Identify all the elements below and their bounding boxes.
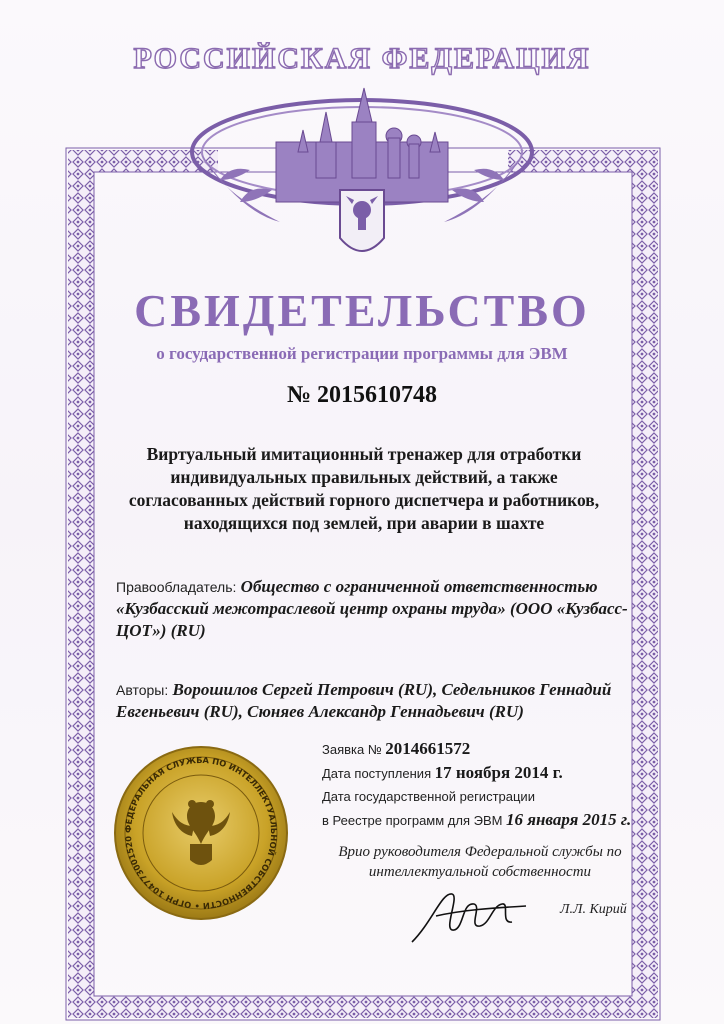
signatory-position: Врио руководителя Федеральной службы по интеллектуальной собственности bbox=[338, 844, 622, 880]
signatory-name: Л.Л. Кирий bbox=[560, 902, 627, 917]
country-title: РОССИЙСКАЯ ФЕДЕРАЦИЯ bbox=[133, 42, 591, 75]
application-label: Заявка № bbox=[322, 742, 382, 757]
registration-date: 16 января 2015 г. bbox=[505, 810, 632, 829]
document-title: СВИДЕТЕЛЬСТВО bbox=[134, 285, 590, 336]
handwritten-signature bbox=[402, 882, 532, 952]
seal-text: ФЕДЕРАЛЬНАЯ СЛУЖБА ПО ИНТЕЛЛЕКТУАЛЬНОЙ СОБСТВЕННОСТИ • ОГРН 104773001520 bbox=[122, 754, 280, 912]
reg-label-line1: Дата государственной регистрации bbox=[322, 789, 535, 804]
document-subtitle: о государственной регистрации программы для ЭВМ bbox=[156, 344, 568, 363]
registration-number: № 2015610748 bbox=[286, 382, 438, 408]
reg-label-line2: в Реестре программ для ЭВМ bbox=[322, 813, 503, 828]
official-seal bbox=[112, 744, 290, 922]
authors-value: Ворошилов Сергей Петрович (RU), Седельников Геннадий Евгеньевич (RU), Сюняев Александр Геннадьевич (RU) bbox=[116, 680, 612, 721]
received-date: 17 ноября 2014 г. bbox=[434, 763, 563, 782]
application-row bbox=[322, 738, 652, 762]
registration-details bbox=[322, 738, 652, 833]
authors-label: Авторы: bbox=[116, 682, 169, 698]
rights-holder-label: Правообладатель: bbox=[116, 579, 237, 595]
received-label: Дата поступления bbox=[322, 766, 432, 781]
program-name: Виртуальный имитационный тренажер для отработки индивидуальных правильных действий, а также согласованных действий горного диспетчера и работников, находящихся под землей, при аварии в шахте bbox=[128, 444, 600, 533]
rights-holder-value: Общество с ограниченной ответственностью «Кузбасский межотраслевой центр охраны труда» (ООО «Кузбасс-ЦОТ») (RU) bbox=[116, 577, 628, 640]
reg-label-row bbox=[322, 786, 652, 809]
rights-holder bbox=[116, 576, 636, 642]
kremlin-emblem bbox=[180, 82, 544, 274]
received-row bbox=[322, 762, 652, 786]
authors bbox=[116, 679, 636, 723]
application-number: 2014661572 bbox=[385, 739, 471, 758]
reg-date-row bbox=[322, 809, 652, 833]
